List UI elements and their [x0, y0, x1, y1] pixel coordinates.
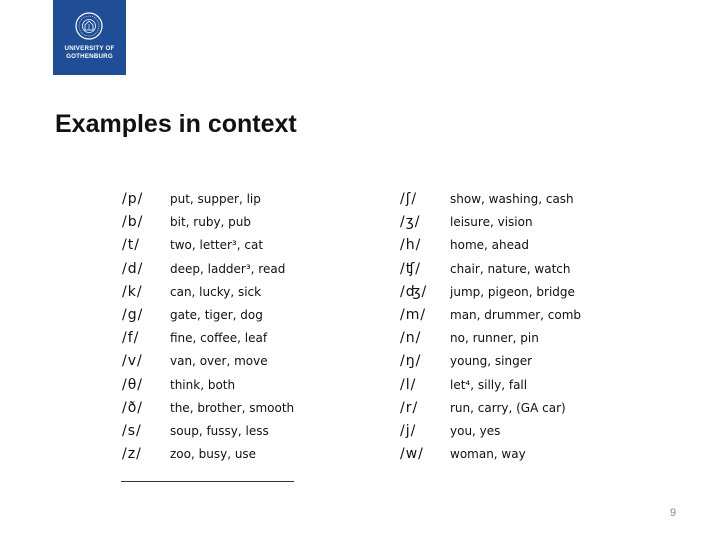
phoneme-symbol: /ʒ/ — [400, 214, 421, 231]
phoneme-symbol: /ð/ — [122, 399, 143, 416]
phoneme-symbol: /ʧ/ — [400, 260, 421, 277]
phoneme-example: fine, coffee, leaf — [170, 331, 268, 346]
phoneme-example: put, supper, lip — [170, 192, 261, 206]
phoneme-symbol: /m/ — [400, 307, 427, 323]
phoneme-symbol: /b/ — [122, 214, 144, 231]
logo-text-line1: UNIVERSITY OF — [64, 45, 115, 52]
phoneme-example: gate, tiger, dog — [170, 308, 263, 322]
phoneme-example: deep, ladder³, read — [170, 261, 286, 276]
phoneme-symbol: /ŋ/ — [400, 353, 422, 370]
phoneme-example: run, carry, (GA car) — [450, 400, 566, 415]
footnote-rule — [121, 481, 294, 482]
phoneme-symbol: /θ/ — [122, 376, 143, 393]
page-title: Examples in context — [55, 110, 297, 138]
phoneme-example: woman, way — [450, 447, 526, 462]
phoneme-example: soup, fussy, less — [170, 424, 269, 438]
phoneme-example: the, brother, smooth — [170, 400, 295, 415]
logo-text-line2: GOTHENBURG — [66, 53, 113, 60]
phoneme-symbol: /ʃ/ — [400, 191, 418, 207]
phoneme-symbol: /n/ — [400, 330, 422, 347]
university-seal-icon — [75, 12, 103, 40]
phoneme-example: let⁴, silly, fall — [450, 377, 528, 392]
phoneme-symbol: /p/ — [122, 191, 144, 207]
phoneme-example: zoo, busy, use — [170, 447, 257, 462]
phoneme-example: no, runner, pin — [450, 331, 539, 346]
phoneme-example: van, over, move — [170, 354, 268, 369]
phoneme-example: home, ahead — [450, 238, 529, 253]
phoneme-example: chair, nature, watch — [450, 261, 571, 276]
phoneme-example: think, both — [170, 377, 236, 392]
phoneme-example: bit, ruby, pub — [170, 215, 252, 230]
phoneme-symbol: /z/ — [122, 446, 142, 463]
page-number: 9 — [670, 507, 677, 519]
phoneme-symbol: /w/ — [400, 446, 424, 463]
phoneme-symbol: /h/ — [400, 237, 422, 254]
phoneme-symbol: /s/ — [122, 423, 142, 439]
phoneme-example: leisure, vision — [450, 215, 533, 230]
phoneme-example: man, drummer, comb — [450, 308, 582, 322]
phoneme-example: can, lucky, sick — [170, 284, 262, 299]
university-logo — [53, 0, 126, 75]
phoneme-example: show, washing, cash — [450, 192, 574, 206]
phoneme-example: you, yes — [450, 424, 501, 438]
phoneme-symbol: /k/ — [122, 283, 143, 300]
phoneme-symbol: /l/ — [400, 376, 417, 393]
phoneme-symbol: /d/ — [122, 260, 144, 277]
phoneme-symbol: /r/ — [400, 399, 419, 416]
phoneme-symbol: /t/ — [122, 237, 140, 254]
phoneme-symbol: /ʤ/ — [400, 283, 428, 300]
phoneme-symbol: /g/ — [122, 307, 144, 323]
phoneme-example: jump, pigeon, bridge — [450, 284, 575, 299]
phoneme-example: two, letter³, cat — [170, 238, 264, 253]
phoneme-symbol: /f/ — [122, 330, 140, 347]
phoneme-symbol: /v/ — [122, 353, 143, 370]
phoneme-example: young, singer — [450, 354, 533, 369]
phoneme-symbol: /j/ — [400, 423, 417, 439]
